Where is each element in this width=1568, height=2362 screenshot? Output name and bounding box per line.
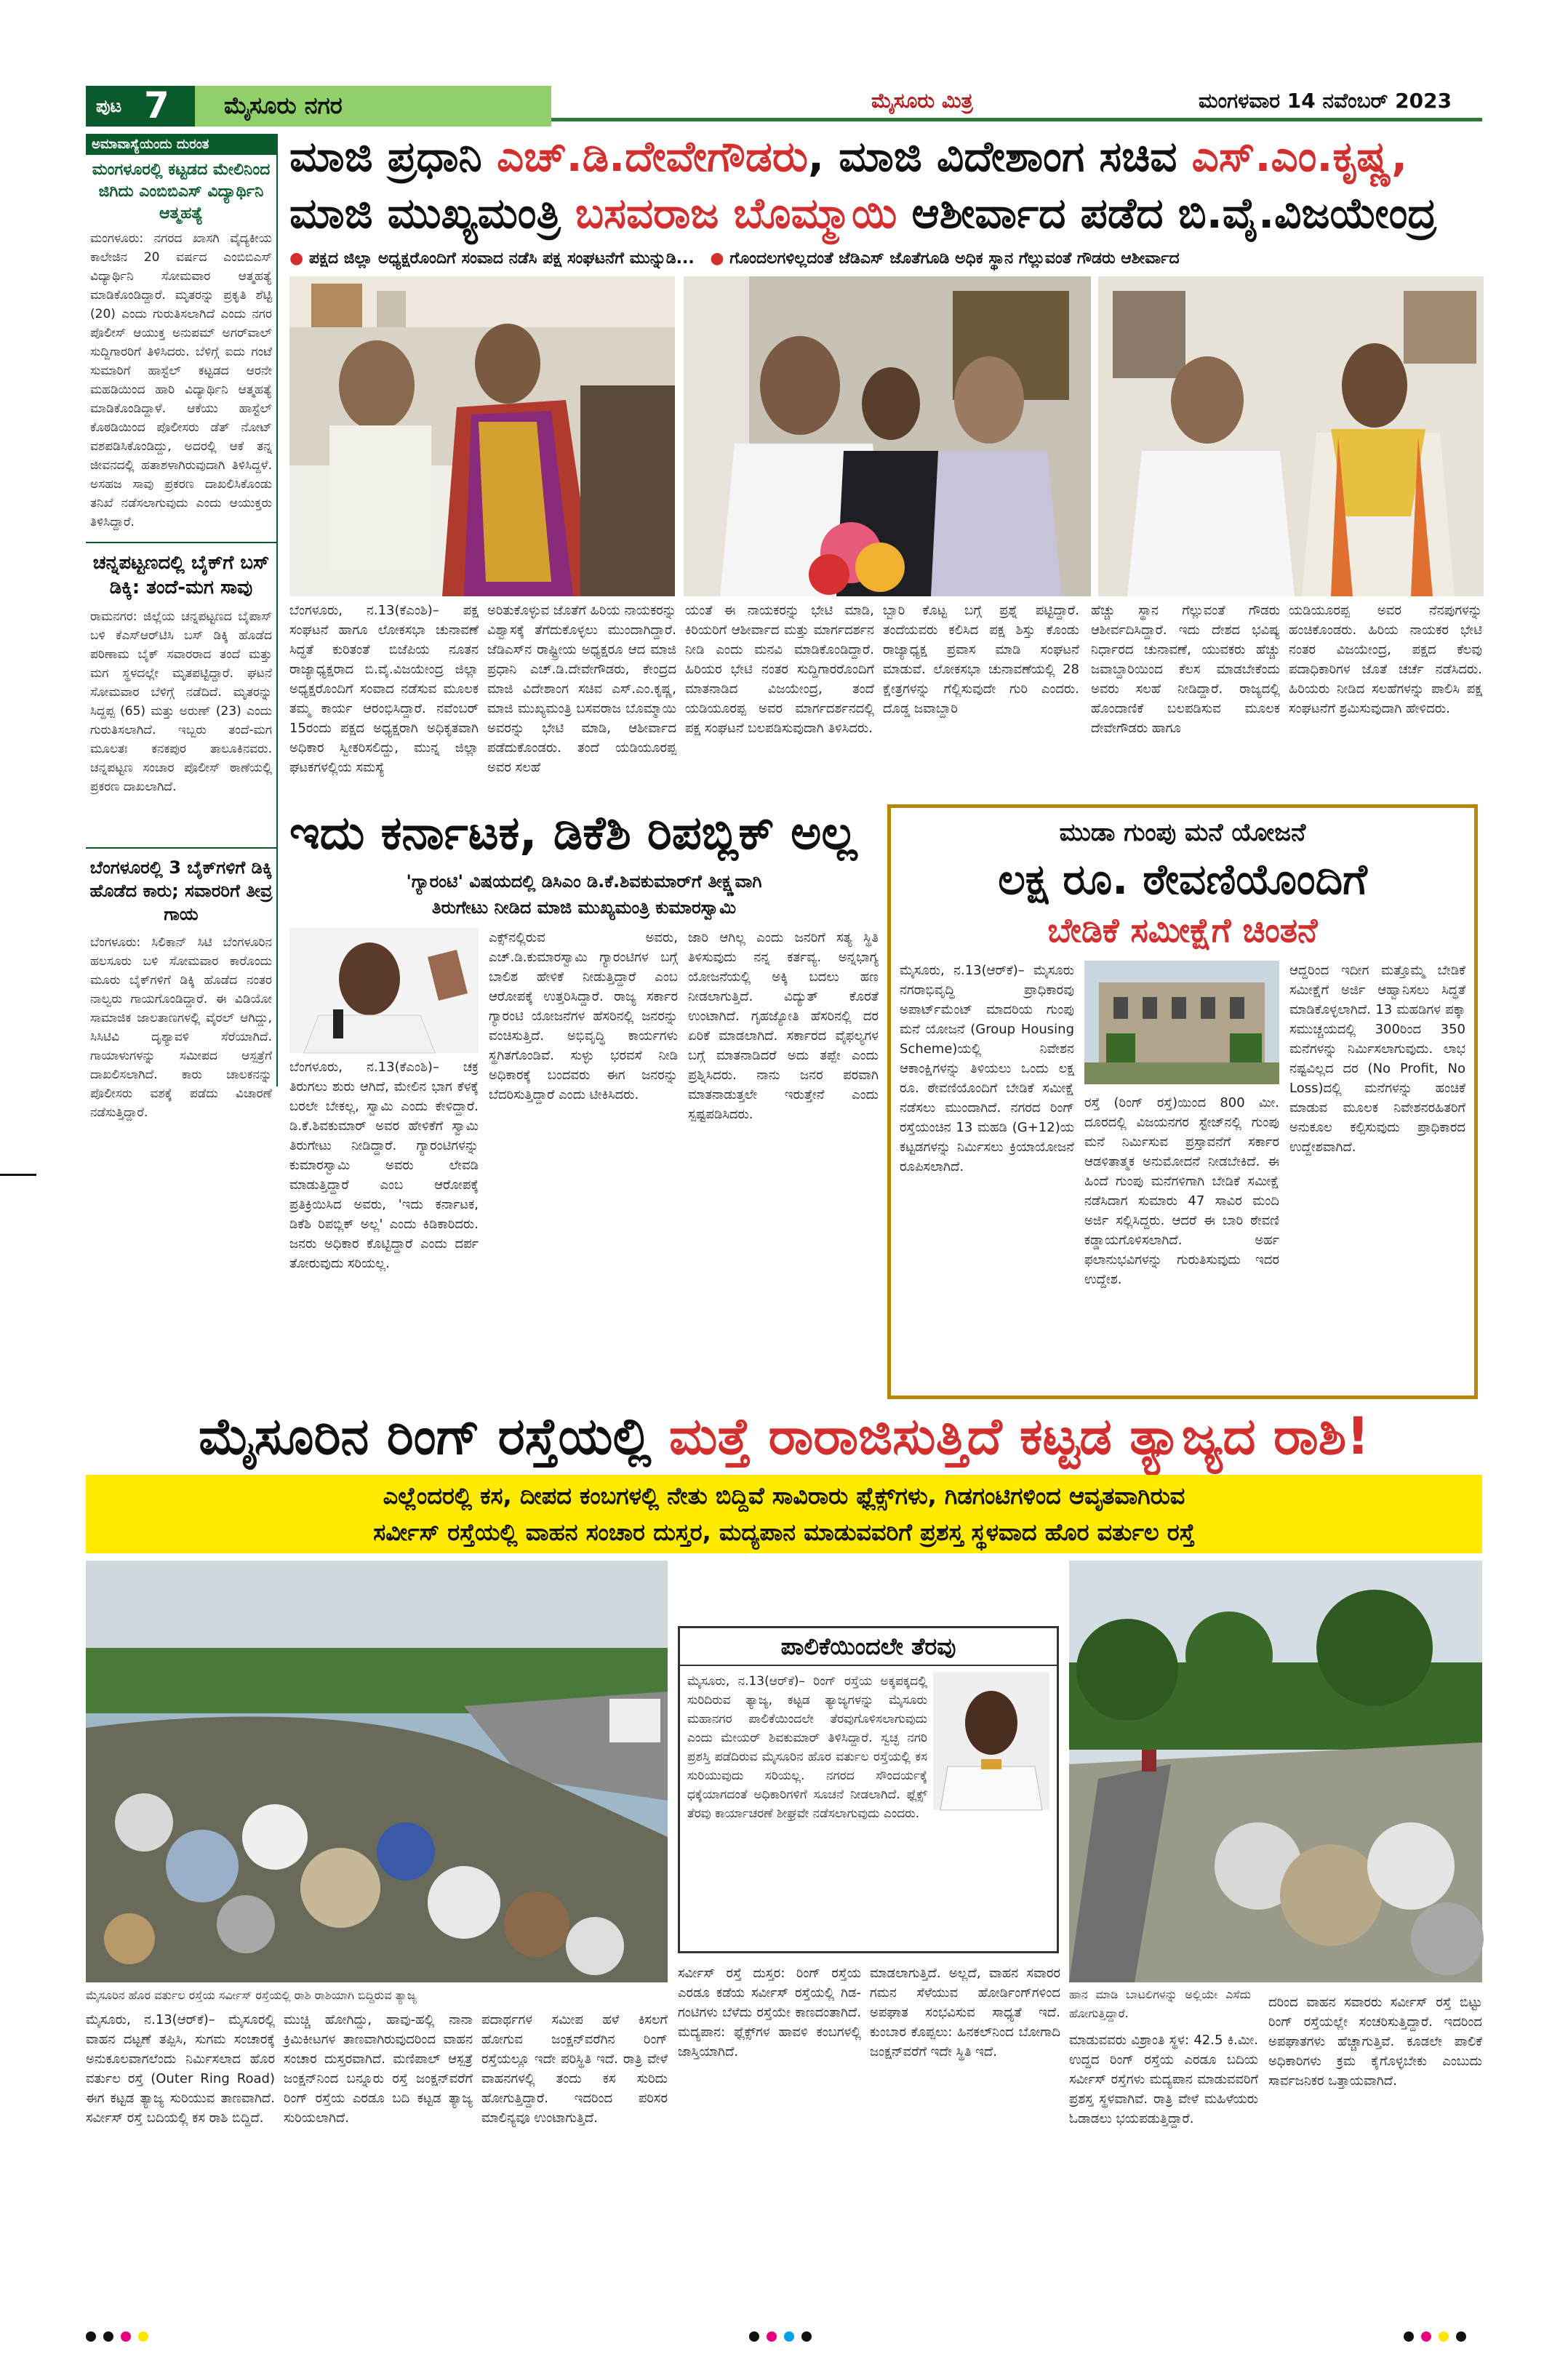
ring-col-5: ಮಾಡಲಾಗುತ್ತಿದೆ. ಅಲ್ಲದೆ, ವಾಹನ ಸವಾರರ ಗಮನ ಸೆಳೆಯುವ ಹೋರ್ಡಿಂಗ್‌ಗಳಿಂದ ಅಪಘಾತ ಸಂಭವಿಸುವ ಸಾಧ್ಯತೆ ಇದೆ. ಕುಂಬಾರ ಕೊಪ್ಪಲು: ಹಿನಕಲ್‌ನಿಂದ ಬೋಗಾದಿ ಜಂಕ್ಷನ್‌ವರೆಗೆ ಇದೇ ಸ್ಥಿತಿ ಇದೆ. <box>870 1966 1060 2059</box>
palike-box <box>678 1626 1059 1953</box>
ring-col-7: ದರಿಂದ ವಾಹನ ಸವಾರರು ಸರ್ವೀಸ್ ರಸ್ತೆ ಬಿಟ್ಟು ರಿಂಗ್ ರಸ್ತೆಯಲ್ಲೇ ಸಂಚರಿಸುತ್ತಿದ್ದಾರೆ. ಇದರಿಂದ ಅಪಘಾತಗಳು ಹೆಚ್ಚಾಗುತ್ತಿವೆ. ಕೂಡಲೇ ಪಾಲಿಕೆ ಅಧಿಕಾರಿಗಳು ಕ್ರಮ ಕೈಗೊಳ್ಳಬೇಕು ಎಂಬುದು ಸಾರ್ವಜನಿಕರ ಒತ್ತಾಯವಾಗಿದೆ. <box>1268 1995 1482 2089</box>
lead-headline-1a: ಮಾಜಿ ಪ್ರಧಾನಿ <box>289 132 482 181</box>
muda-kicker: ಮುಡಾ ಗುಂಪು ಮನೆ ಯೋಜನೆ <box>1059 818 1306 847</box>
lead-col-5: ಹೆಚ್ಚು ಸ್ಥಾನ ಗೆಲ್ಲುವಂತೆ ಗೌಡರು ಆಶೀರ್ವದಿಸಿದ್ದಾರೆ. ಇದು ದೇಶದ ಭವಿಷ್ಯ ನಿರ್ಧಾರದ ಚುನಾವಣೆ, ಯುವಕರು ಹೆಚ್ಚು ಜವಾಬ್ದಾರಿಯಿಂದ ಕೆಲಸ ಮಾಡಬೇಕೆಂದು ಅವರು ಸಲಹೆ ನೀಡಿದ್ದಾರೆ. ರಾಜ್ಯದಲ್ಲಿ ಹೊಂದಾಣಿಕೆ ಬಲಪಡಿಸುವ ಮೂಲಕ ದೇವೇಗೌಡರು ಹಾಗೂ <box>1091 603 1280 736</box>
section-name-bar <box>195 86 551 127</box>
section-name: ಮೈಸೂರು ನಗರ <box>224 92 343 119</box>
photo-kumaraswamy <box>289 928 479 1053</box>
muda-col-c: ಆದ್ದರಿಂದ ಇದೀಗ ಮತ್ತೊಮ್ಮೆ ಬೇಡಿಕೆ ಸಮೀಕ್ಷೆಗೆ ಅರ್ಜಿ ಆಹ್ವಾನಿಸಲು ಸಿದ್ಧತೆ ಮಾಡಿಕೊಳ್ಳಲಾಗಿದೆ. 13 ಮಹಡಿಗಳ ಪಕ್ಕಾ ಸಮುಚ್ಚಯದಲ್ಲಿ 300ರಿಂದ 350 ಮನೆಗಳನ್ನು ನಿರ್ಮಿಸಲಾಗುವುದು. ಲಾಭ ನಷ್ಟವಿಲ್ಲದ ದರ (No Profit, No Loss)ದಲ್ಲಿ ಮನೆಗಳನ್ನು ಹಂಚಿಕೆ ಮಾಡುವ ಮೂಲಕ ನಿವೇಶನರಹಿತರಿಗೆ ಅನುಕೂಲ ಕಲ್ಪಿಸುವುದು ಪ್ರಾಧಿಕಾರದ ಉದ್ದೇಶವಾಗಿದೆ. <box>1289 963 1465 1155</box>
bullet-icon: ● <box>710 249 724 268</box>
muda-col-b: ರಸ್ತೆ (ರಿಂಗ್ ರಸ್ತೆ)ಯಿಂದ 800 ಮೀ. ದೂರದಲ್ಲಿ ವಿಜಯನಗರ ಸ್ಟೇಜ್‌ನಲ್ಲಿ ಗುಂಪು ಮನೆ ನಿರ್ಮಿಸುವ ಪ್ರಸ್ತಾವನೆಗೆ ಸರ್ಕಾರ ಆಡಳಿತಾತ್ಮಕ ಅನುಮೋದನೆ ನೀಡಬೇಕಿದೆ. ಈ ಹಿಂದೆ ಗುಂಪು ಮನೆಗಳಿಗಾಗಿ ಬೇಡಿಕೆ ಸಮೀಕ್ಷೆ ನಡೆಸಿದಾಗ ಸುಮಾರು 47 ಸಾವಿರ ಮಂದಿ ಅರ್ಜಿ ಸಲ್ಲಿಸಿದ್ದರು. ಆದರೆ ಈ ಬಾರಿ ಠೇವಣಿ ಕಡ್ಡಾಯಗೊಳಿಸಲಾಗಿದೆ. ಅರ್ಹ ಫಲಾನುಭವಿಗಳನ್ನು ಗುರುತಿಸುವುದು ಇದರ ಉದ್ದೇಶ. <box>1084 1095 1279 1287</box>
lead-col-4: ಬ್ಬಾರಿ ಕೊಟ್ಟ ಬಗ್ಗೆ ಪ್ರಶ್ನೆ ಪಟ್ಟಿದ್ದಾರೆ. ತಂದೆಯವರು ಕಲಿಸಿದ ಪಕ್ಷ ಶಿಸ್ತು ಕೊಂಡು ರಾಜ್ಯಾಧ್ಯಕ್ಷ ಪ್ರವಾಸ ಮಾಡಿ ಸಂಘಟನೆ ಮಾಡುವೆ. ಲೋಕಸಭಾ ಚುನಾವಣೆಯಲ್ಲಿ 28 ಕ್ಷೇತ್ರಗಳನ್ನು ಗೆಲ್ಲಿಸುವುದೇ ಗುರಿ ಎಂದರು. ದೊಡ್ಡ ಜವಾಬ್ದಾರಿ <box>883 603 1079 716</box>
story2-subhead-2: ತಿರುಗೇಟು ನೀಡಿದ ಮಾಜಿ ಮುಖ್ಯಮಂತ್ರಿ ಕುಮಾರಸ್ವಾಮಿ <box>431 897 737 918</box>
lead-headline-line2 <box>289 188 1482 239</box>
lead-col-3: ಯಂತೆ ಈ ನಾಯಕರನ್ನು ಭೇಟಿ ಮಾಡಿ, ಕಿರಿಯರಿಗೆ ಆಶೀರ್ವಾದ ಮತ್ತು ಮಾರ್ಗದರ್ಶನ ನೀಡಿ ಎಂದು ಮನವಿ ಮಾಡಿಕೊಂಡಿದ್ದಾರೆ. ಹಿರಿಯರ ಭೇಟಿ ನಂತರ ಸುದ್ದಿಗಾರರೊಂದಿಗೆ ಮಾತನಾಡಿದ ವಿಜಯೇಂದ್ರ, ತಂದೆ ಯಡಿಯೂರಪ್ಪ ಅವರ ಮಾರ್ಗದರ್ಶನದಲ್ಲಿ ಪಕ್ಷ ಸಂಘಟನೆ ಬಲಪಡಿಸುವುದಾಗಿ ತಿಳಿಸಿದರು. <box>685 603 874 736</box>
sidebar-story3-headline: ಬೆಂಗಳೂರಲ್ಲಿ 3 ಬೈಕ್‌ಗಳಿಗೆ ಡಿಕ್ಕಿ ಹೊಡೆದ ಕಾರು; ಸವಾರರಿಗೆ ತೀವ್ರ ಗಾಯ <box>86 847 276 933</box>
story2-col-b: ಎಕ್ಸ್‌ನಲ್ಲಿರುವ ಅವರು, ಎಚ್.ಡಿ.ಕುಮಾರಸ್ವಾಮಿ ಗ್ಯಾರಂಟಿಗಳ ಬಗ್ಗೆ ಬಾಲಿಶ ಹೇಳಿಕೆ ನೀಡುತ್ತಿದ್ದಾರೆ ಎಂಬ ಆರೋಪಕ್ಕೆ ಉತ್ತರಿಸಿದ್ದಾರೆ. ರಾಜ್ಯ ಸರ್ಕಾರ ಗ್ಯಾರಂಟಿ ಯೋಜನೆಗಳ ಹೆಸರಿನಲ್ಲಿ ಜನರನ್ನು ವಂಚಿಸುತ್ತಿದೆ. ಅಭಿವೃದ್ಧಿ ಕಾರ್ಯಗಳು ಸ್ಥಗಿತಗೊಂಡಿವೆ. ಸುಳ್ಳು ಭರವಸೆ ನೀಡಿ ಅಧಿಕಾರಕ್ಕೆ ಬಂದವರು ಈಗ ಜನರನ್ನು ಬೆದರಿಸುತ್ತಿದ್ದಾರೆ ಎಂದು ಟೀಕಿಸಿದರು. <box>489 930 678 1102</box>
sidebar-story2-body: ರಾಮನಗರ: ಜಿಲ್ಲೆಯ ಚನ್ನಪಟ್ಟಣದ ಬೈಪಾಸ್ ಬಳಿ ಕೆಎಸ್ಆರ್‌ಟಿಸಿ ಬಸ್ ಡಿಕ್ಕಿ ಹೊಡೆದ ಪರಿಣಾಮ ಬೈಕ್ ಸವಾರರಾದ ತಂದೆ ಮತ್ತು ಮಗ ಸ್ಥಳದಲ್ಲೇ ಮೃತಪಟ್ಟಿದ್ದಾರೆ. ಘಟನೆ ಸೋಮವಾರ ಬೆಳಿಗ್ಗೆ ನಡೆದಿದೆ. ಮೃತರನ್ನು ಸಿದ್ದಪ್ಪ (65) ಮತ್ತು ಅರುಣ್ (23) ಎಂದು ಗುರುತಿಸಲಾಗಿದೆ. ಇಬ್ಬರು ತಂದೆ-ಮಗ ಮೂಲತಃ ಕನಕಪುರ ತಾಲೂಕಿನವರು. ಚನ್ನಪಟ್ಟಣ ಸಂಚಾರ ಪೊಲೀಸ್ ಠಾಣೆಯಲ್ಲಿ ಪ್ರಕರಣ ದಾಖಲಾಗಿದೆ. <box>90 609 272 794</box>
lead-col-6: ಯಡಿಯೂರಪ್ಪ ಅವರ ನೆನಪುಗಳನ್ನು ಹಂಚಿಕೊಂಡರು. ಹಿರಿಯ ನಾಯಕರ ಭೇಟಿ ನಂತರ ವಿಜಯೇಂದ್ರ, ಪಕ್ಷದ ಕೆಲವು ಪದಾಧಿಕಾರಿಗಳ ಜೊತೆ ಚರ್ಚೆ ನಡೆಸಿದರು. ಹಿರಿಯರು ನೀಡಿದ ಸಲಹೆಗಳನ್ನು ಪಾಲಿಸಿ ಪಕ್ಷ ಸಂಘಟನೆಗೆ ಶ್ರಮಿಸುವುದಾಗಿ ಹೇಳಿದರು. <box>1289 603 1482 716</box>
page-label: ಪುಟ <box>96 96 122 116</box>
page-number: 7 <box>144 84 169 127</box>
palike-box-title: ಪಾಲಿಕೆಯಿಂದಲೇ ತೆರವು <box>680 1628 1057 1666</box>
ring-col-4: ಸರ್ವೀಸ್ ರಸ್ತೆ ದುಸ್ತರ: ರಿಂಗ್ ರಸ್ತೆಯ ಎರಡೂ ಕಡೆಯ ಸರ್ವೀಸ್ ರಸ್ತೆಯಲ್ಲಿ ಗಿಡ-ಗಂಟಿಗಳು ಬೆಳೆದು ರಸ್ತೆಯೇ ಕಾಣದಂತಾಗಿದೆ. ಮದ್ಯಪಾನ: ಫ್ಲೆಕ್ಸ್‌ಗಳ ಹಾವಳಿ ಕಂಬಗಳಲ್ಲಿ ಜಾಸ್ತಿಯಾಗಿದೆ. <box>678 1966 861 2059</box>
lead-kicker-1: ಪಕ್ಷದ ಜಿಲ್ಲಾ ಅಧ್ಯಕ್ಷರೊಂದಿಗೆ ಸಂವಾದ ನಡೆಸಿ ಪಕ್ಷ ಸಂಘಟನೆಗೆ ಮುನ್ನುಡಿ... <box>308 249 695 268</box>
caption-service-road: ಹಾನ ಮಾಡಿ ಬಾಟಲಿಗಳನ್ನು ಅಲ್ಲಿಯೇ ಎಸೆದು ಹೋಗುತ್ತಿದ್ದಾರೆ. <box>1069 1987 1251 2020</box>
sidebar-story1-body: ಮಂಗಳೂರು: ನಗರದ ಖಾಸಗಿ ವೈದ್ಯಕೀಯ ಕಾಲೇಜಿನ 20 ವರ್ಷದ ಎಂಬಿಬಿಎಸ್ ವಿದ್ಯಾರ್ಥಿನಿ ಸೋಮವಾರ ಆತ್ಮಹತ್ಯೆ ಮಾಡಿಕೊಂಡಿದ್ದಾರೆ. ಮೃತರನ್ನು ಪ್ರಕೃತಿ ಶೆಟ್ಟಿ (20) ಎಂದು ಗುರುತಿಸಲಾಗಿದೆ ಎಂದು ನಗರ ಪೊಲೀಸ್ ಆಯುಕ್ತ ಅನುಪಮ್ ಅಗರ್‌ವಾಲ್ ಸುದ್ದಿಗಾರರಿಗೆ ತಿಳಿಸಿದರು. ಬೆಳಿಗ್ಗೆ ಐದು ಗಂಟೆ ಸುಮಾರಿಗೆ ಹಾಸ್ಟೆಲ್ ಕಟ್ಟಡದ ಆರನೇ ಮಹಡಿಯಿಂದ ಹಾರಿ ವಿದ್ಯಾರ್ಥಿನಿ ಆತ್ಮಹತ್ಯೆ ಮಾಡಿಕೊಂಡಿದ್ದಾಳೆ. ಆಕೆಯು ಹಾಸ್ಟೆಲ್ ಕೊಠಡಿಯಿಂದ ಪೊಲೀಸರು ಡೆತ್ ನೋಟ್ ವಶಪಡಿಸಿಕೊಂಡಿದ್ದು, ಅದರಲ್ಲಿ ಆಕೆ ತನ್ನ ಜೀವನದಲ್ಲಿ ಹತಾಶಳಾಗಿರುವುದಾಗಿ ತಿಳಿಸಿದ್ದಳೆ. ಅಸಹಜ ಸಾವು ಪ್ರಕರಣ ದಾಖಲಿಸಿಕೊಂಡು ತನಿಖೆ ನಡೆಸಲಾಗುವುದು ಎಂದು ಆಯುಕ್ತರು ತಿಳಿಸಿದ್ದಾರೆ. <box>90 231 272 529</box>
lead-kickers <box>289 247 1482 271</box>
banner-headline-b: ಮತ್ತೆ ರಾರಾಜಿಸುತ್ತಿದೆ ಕಟ್ಟಡ ತ್ಯಾಜ್ಯದ ರಾಶಿ! <box>668 1406 1370 1466</box>
issue-date: ಮಂಗಳವಾರ 14 ನವೆಂಬರ್ 2023 <box>1199 89 1452 113</box>
lead-headline-2b: ಬಸವರಾಜ ಬೊಮ್ಮಾಯಿ <box>575 188 897 238</box>
ring-col-2: ಮುಚ್ಚಿ ಹೋಗಿದ್ದು, ಹಾವು-ಹಲ್ಲಿ ನಾನಾ ಕ್ರಿಮಿಕೀಟಗಳ ತಾಣವಾಗಿರುವುದರಿಂದ ವಾಹನ ಸಂಚಾರ ದುಸ್ತರವಾಗಿದೆ. ಮಣಿಪಾಲ್ ಆಸ್ಪತ್ರೆ ಜಂಕ್ಷನ್‌ನಿಂದ ಬನ್ನೂರು ರಸ್ತೆ ಜಂಕ್ಷನ್‌ವರೆಗೆ ರಿಂಗ್ ರಸ್ತೆಯ ಎರಡೂ ಬದಿ ಕಟ್ಟಡ ತ್ಯಾಜ್ಯ ಸುರಿಯಲಾಗಿದೆ. <box>284 2012 473 2126</box>
masthead: ಮೈಸೂರು ಮಿತ್ರ <box>871 89 973 113</box>
lead-headline-2c: ಆಶೀರ್ವಾದ ಪಡೆದ ಬಿ.ವೈ.ವಿಜಯೇಂದ್ರ <box>911 188 1437 238</box>
photo-devegowda-vijayendra <box>289 276 675 596</box>
story2-headline: ಇದು ಕರ್ನಾಟಕ, ಡಿಕೆಶಿ ರಿಪಬ್ಲಿಕ್ ಅಲ್ಲ <box>289 806 857 860</box>
photo-mayor <box>933 1672 1049 1810</box>
lead-col-2: ಅರಿತುಕೊಳ್ಳುವ ಜೊತೆಗೆ ಹಿರಿಯ ನಾಯಕರನ್ನು ವಿಶ್ವಾಸಕ್ಕೆ ತೆಗೆದುಕೊಳ್ಳಲು ಮುಂದಾಗಿದ್ದಾರೆ. ಜೆಡಿಎಸ್‌ನ ರಾಷ್ಟ್ರೀಯ ಅಧ್ಯಕ್ಷರೂ ಆದ ಮಾಜಿ ಪ್ರಧಾನಿ ಎಚ್.ಡಿ.ದೇವೇಗೌಡರು, ಕೇಂದ್ರದ ಮಾಜಿ ವಿದೇಶಾಂಗ ಸಚಿವ ಎಸ್.ಎಂ.ಕೃಷ್ಣ, ಮಾಜಿ ಮುಖ್ಯಮಂತ್ರಿ ಬಸವರಾಜ ಬೊಮ್ಮಾಯಿ ಅವರನ್ನು ಭೇಟಿ ಮಾಡಿ, ಆಶೀರ್ವಾದ ಪಡೆದುಕೊಂಡರು. ತಂದೆ ಯಡಿಯೂರಪ್ಪ ಅವರ ಸಲಹೆ <box>487 603 676 775</box>
muda-headline: ಲಕ್ಷ ರೂ. ಠೇವಣಿಯೊಂದಿಗೆ <box>998 854 1367 904</box>
banner-strap-line1: ಎಲ್ಲೆಂದರಲ್ಲಿ ಕಸ, ದೀಪದ ಕಂಬಗಳಲ್ಲಿ ನೇತು ಬಿದ್ದಿವೆ ಸಾವಿರಾರು ಫ್ಲೆಕ್ಸ್‌ಗಳು, ಗಿಡಗಂಟಿಗಳಿಂದ ಆವೃತವಾಗಿರುವ <box>383 1482 1185 1510</box>
lead-headline-1b: ಎಚ್.ಡಿ.ದೇವೇಗೌಡರು <box>496 132 808 181</box>
lead-kicker-2: ಗೊಂದಲಗಳಿಲ್ಲದಂತೆ ಜೆಡಿಎಸ್ ಜೊತೆಗೂಡಿ ಅಧಿಕ ಸ್ಥಾನ ಗೆಲ್ಲುವಂತೆ ಗೌಡರು ಆಶೀರ್ವಾದ <box>729 249 1180 268</box>
caption-garbage-left: ಮೈಸೂರಿನ ಹೊರ ವರ್ತುಲ ರಸ್ತೆಯ ಸರ್ವೀಸ್ ರಸ್ತೆಯಲ್ಲಿ ರಾಶಿ ರಾಶಿಯಾಗಿ ಬಿದ್ದಿರುವ ತ್ಯಾಜ್ಯ <box>86 1988 417 2002</box>
photo-bommai-vijayendra <box>1098 276 1484 596</box>
photo-krishna-vijayendra <box>684 276 1091 596</box>
lead-headline-1d: ಎಸ್.ಎಂ.ಕೃಷ್ಣ, <box>1191 132 1408 181</box>
registration-marks-right <box>1404 2331 1476 2346</box>
muda-col-a: ಮೈಸೂರು, ನ.13(ಆರ್‌ಕೆ)– ಮೈಸೂರು ನಗರಾಭಿವೃದ್ಧಿ ಪ್ರಾಧಿಕಾರವು ಅಪಾರ್ಟ್‌ಮೆಂಟ್ ಮಾದರಿಯ ಗುಂಪು ಮನೆ ಯೋಜನೆ (Group Housing Scheme)ಯಲ್ಲಿ ನಿವೇಶನ ಆಕಾಂಕ್ಷಿಗಳನ್ನು ತಿಳಿಯಲು ಒಂದು ಲಕ್ಷ ರೂ. ಠೇವಣಿಯೊಂದಿಗೆ ಬೇಡಿಕೆ ಸಮೀಕ್ಷೆ ನಡೆಸಲು ಮುಂದಾಗಿದೆ. ನಗರದ ರಿಂಗ್ ರಸ್ತೆಯಂಚಿನ 13 ಮಹಡಿ (G+12)ಯ ಕಟ್ಟಡಗಳನ್ನು ನಿರ್ಮಿಸಲು ಕ್ರಿಯಾಯೋಜನೆ ರೂಪಿಸಲಾಗಿದೆ. <box>900 963 1074 1174</box>
sidebar-story1-headline: ಮಂಗಳೂರಲ್ಲಿ ಕಟ್ಟಡದ ಮೇಲಿನಿಂದ ಜಿಗಿದು ಎಂಬಿಬಿಎಸ್ ವಿದ್ಯಾರ್ಥಿನಿ ಆತ್ಮಹತ್ಯೆ <box>92 161 271 223</box>
muda-headline-2: ಬೇಡಿಕೆ ಸಮೀಕ್ಷೆಗೆ ಚಿಂತನೆ <box>1047 910 1318 950</box>
banner-strap-line2: ಸರ್ವೀಸ್ ರಸ್ತೆಯಲ್ಲಿ ವಾಹನ ಸಂಚಾರ ದುಸ್ತರ, ಮದ್ಯಪಾನ ಮಾಡುವವರಿಗೆ ಪ್ರಶಸ್ತ ಸ್ಥಳವಾದ ಹೊರ ವರ್ತುಲ ರಸ್ತೆ <box>373 1518 1195 1546</box>
story2-subhead-1: 'ಗ್ಯಾರಂಟಿ' ವಿಷಯದಲ್ಲಿ ಡಿಸಿಎಂ ಡಿ.ಕೆ.ಶಿವಕುಮಾರ್‌ಗೆ ತೀಕ್ಷ್ಣವಾಗಿ <box>406 871 762 892</box>
registration-marks-center <box>749 2331 822 2346</box>
page-number-box <box>86 86 195 127</box>
muda-box <box>887 804 1478 1399</box>
bullet-icon: ● <box>289 249 304 268</box>
lead-col-1: ಬೆಂಗಳೂರು, ನ.13(ಕೆಎಂಶಿ)– ಪಕ್ಷ ಸಂಘಟನೆ ಹಾಗೂ ಲೋಕಸಭಾ ಚುನಾವಣೆ ಸಿದ್ಧತೆ ಕುರಿತಂತೆ ಬಿಜೆಪಿಯ ನೂತನ ರಾಜ್ಯಾಧ್ಯಕ್ಷರಾದ ಬಿ.ವೈ.ವಿಜಯೇಂದ್ರ ಜಿಲ್ಲಾ ಅಧ್ಯಕ್ಷರೊಂದಿಗೆ ಸಂವಾದ ನಡೆಸುವ ಮೂಲಕ ತಮ್ಮ ಕಾರ್ಯ ಆರಂಭಿಸಿದ್ದಾರೆ. ನವೆಂಬರ್ 15ರಂದು ಪಕ್ಷದ ಅಧ್ಯಕ್ಷರಾಗಿ ಅಧಿಕೃತವಾಗಿ ಅಧಿಕಾರ ಸ್ವೀಕರಿಸಲಿದ್ದು, ಮುನ್ನ ಜಿಲ್ಲಾ ಘಟಕಗಳಲ್ಲಿಯ ಸಮಸ್ಯೆ <box>289 603 479 775</box>
story2-col-a: ಬೆಂಗಳೂರು, ನ.13(ಕೆಎಂಶಿ)– ಚಕ್ರ ತಿರುಗಲು ಶುರು ಆಗಿದೆ, ಮೇಲಿನ ಭಾಗ ಕೆಳಕ್ಕೆ ಬರಲೇ ಬೇಕಲ್ಲ, ಸ್ವಾಮಿ ಎಂದು ಕೇಳಿದ್ದಾರೆ. ಡಿ.ಕೆ.ಶಿವಕುಮಾರ್ ಅವರ ಹೇಳಿಕೆಗೆ ಸ್ವಾಮಿ ತಿರುಗೇಟು ನೀಡಿದ್ದಾರೆ. ಗ್ಯಾರಂಟಿಗಳನ್ನು ಕುಮಾರಸ್ವಾಮಿ ಅವರು ಲೇವಡಿ ಮಾಡುತ್ತಿದ್ದಾರೆ ಎಂಬ ಆರೋಪಕ್ಕೆ ಪ್ರತಿಕ್ರಿಯಿಸಿದ ಅವರು, 'ಇದು ಕರ್ನಾಟಕ, ಡಿಕೆಶಿ ರಿಪಬ್ಲಿಕ್ ಅಲ್ಲ' ಎಂದು ಕಿಡಿಕಾರಿದರು. ಜನರು ಅಧಿಕಾರ ಕೊಟ್ಟಿದ್ದಾರೆ ಎಂದು ದರ್ಪ ತೋರುವುದು ಸರಿಯಲ್ಲ. <box>289 1060 479 1271</box>
photo-muda-building <box>1084 961 1279 1084</box>
page-header <box>86 86 1482 127</box>
banner-headline-a: ಮೈಸೂರಿನ ರಿಂಗ್ ರಸ್ತೆಯಲ್ಲಿ <box>198 1406 652 1466</box>
ring-col-6: ಮಾಡುವವರು ವಿಶ್ರಾಂತಿ ಸ್ಥಳ: 42.5 ಕಿ.ಮೀ. ಉದ್ದದ ರಿಂಗ್ ರಸ್ತೆಯ ಎರಡೂ ಬದಿಯ ಸರ್ವೀಸ್ ರಸ್ತೆಗಳು ಮದ್ಯಪಾನ ಮಾಡುವವರಿಗೆ ಪ್ರಶಸ್ತ ಸ್ಥಳವಾಗಿವೆ. ರಾತ್ರಿ ವೇಳೆ ಮಹಿಳೆಯರು ಓಡಾಡಲು ಭಯಪಡುತ್ತಿದ್ದಾರೆ. <box>1069 2033 1258 2126</box>
photo-garbage-heap <box>86 1561 668 1982</box>
banner-headline <box>86 1404 1482 1469</box>
palike-box-body: ಮೈಸೂರು, ನ.13(ಆರ್‌ಕೆ)– ರಿಂಗ್ ರಸ್ತೆಯ ಅಕ್ಕಪಕ್ಕದಲ್ಲಿ ಸುರಿದಿರುವ ತ್ಯಾಜ್ಯ, ಕಟ್ಟಡ ತ್ಯಾಜ್ಯಗಳನ್ನು ಮೈಸೂರು ಮಹಾನಗರ ಪಾಲಿಕೆಯಿಂದಲೇ ತೆರವುಗೊಳಿಸಲಾಗುವುದು ಎಂದು ಮೇಯರ್ ಶಿವಕುಮಾರ್ ತಿಳಿಸಿದ್ದಾರೆ. ಸ್ವಚ್ಛ ನಗರಿ ಪ್ರಶಸ್ತಿ ಪಡೆದಿರುವ ಮೈಸೂರಿನ ಹೊರ ವರ್ತುಲ ರಸ್ತೆಯಲ್ಲಿ ಕಸ ಸುರಿಯುವುದು ಸರಿಯಲ್ಲ. ನಗರದ ಸೌಂದರ್ಯಕ್ಕೆ ಧಕ್ಕೆಯಾಗದಂತೆ ಅಧಿಕಾರಿಗಳಿಗೆ ಸೂಚನೆ ನೀಡಲಾಗಿದೆ. ಫ್ಲೆಕ್ಸ್ ತೆರವು ಕಾರ್ಯಾಚರಣೆ ಶೀಘ್ರವೇ ನಡೆಸಲಾಗುವುದು ಎಂದರು. <box>687 1674 927 1821</box>
lead-headline-2a: ಮಾಜಿ ಮುಖ್ಯಮಂತ್ರಿ <box>289 188 561 238</box>
sidebar <box>86 134 278 1120</box>
margin-tick <box>0 1174 36 1176</box>
sidebar-story2-headline: ಚನ್ನಪಟ್ಟಣದಲ್ಲಿ ಬೈಕ್‌ಗೆ ಬಸ್ ಡಿಕ್ಕಿ: ತಂದೆ-ಮಗ ಸಾವು <box>86 542 276 607</box>
sidebar-story3-body: ಬೆಂಗಳೂರು: ಸಿಲಿಕಾನ್ ಸಿಟಿ ಬೆಂಗಳೂರಿನ ಹಲಸೂರು ಬಳಿ ಸೋಮವಾರ ಕಾರೊಂದು ಮೂರು ಬೈಕ್‌ಗಳಿಗೆ ಡಿಕ್ಕಿ ಹೊಡೆದ ನಂತರ ನಾಲ್ವರು ಗಾಯಗೊಂಡಿದ್ದಾರೆ. ಈ ವಿಡಿಯೋ ಸಾಮಾಜಿಕ ಜಾಲತಾಣಗಳಲ್ಲಿ ವೈರಲ್ ಆಗಿದ್ದು, ಸಿಸಿಟಿವಿ ದೃಶ್ಯಾವಳಿ ಸೆರೆಯಾಗಿದೆ. ಗಾಯಾಳುಗಳನ್ನು ಸಮೀಪದ ಆಸ್ಪತ್ರೆಗೆ ದಾಖಲಿಸಲಾಗಿದೆ. ಕಾರು ಚಾಲಕನನ್ನು ಪೊಲೀಸರು ವಶಕ್ಕೆ ಪಡೆದು ವಿಚಾರಣೆ ನಡೆಸುತ್ತಿದ್ದಾರೆ. <box>90 935 272 1120</box>
photo-service-road <box>1069 1561 1482 1982</box>
header-rule <box>551 118 1482 121</box>
registration-marks-left <box>86 2331 159 2346</box>
ring-col-1: ಮೈಸೂರು, ನ.13(ಆರ್‌ಕೆ)– ಮೈಸೂರಲ್ಲಿ ವಾಹನ ದಟ್ಟಣೆ ತಪ್ಪಿಸಿ, ಸುಗಮ ಸಂಚಾರಕ್ಕೆ ಅನುಕೂಲವಾಗಲೆಂದು ನಿರ್ಮಿಸಲಾದ ಹೊರ ವರ್ತುಲ ರಸ್ತೆ (Outer Ring Road) ಈಗ ಕಟ್ಟಡ ತ್ಯಾಜ್ಯ ಸುರಿಯುವ ತಾಣವಾಗಿದೆ. ಸರ್ವೀಸ್ ರಸ್ತೆ ಬದಿಯಲ್ಲಿ ಕಸ ರಾಶಿ ಬಿದ್ದಿದೆ. <box>86 2012 275 2126</box>
story2-col-c: ಜಾರಿ ಆಗಿಲ್ಲ ಎಂದು ಜನರಿಗೆ ಸತ್ಯ ಸ್ಥಿತಿ ತಿಳಿಸುವುದು ನನ್ನ ಕರ್ತವ್ಯ. ಅನ್ನಭಾಗ್ಯ ಯೋಜನೆಯಲ್ಲಿ ಅಕ್ಕಿ ಬದಲು ಹಣ ನೀಡಲಾಗುತ್ತಿದೆ. ವಿದ್ಯುತ್ ಕೊರತೆ ಉಂಟಾಗಿದೆ. ಗೃಹಜ್ಯೋತಿ ಹೆಸರಿನಲ್ಲಿ ದರ ಏರಿಕೆ ಮಾಡಲಾಗಿದೆ. ಸರ್ಕಾರದ ವೈಫಲ್ಯಗಳ ಬಗ್ಗೆ ಮಾತನಾಡಿದರೆ ಅದು ತಪ್ಪೇ ಎಂದು ಪ್ರಶ್ನಿಸಿದರು. ನಾನು ಜನರ ಪರವಾಗಿ ಮಾತನಾಡುತ್ತಲೇ ಇರುತ್ತೇನೆ ಎಂದು ಸ್ಪಷ್ಟಪಡಿಸಿದರು. <box>688 930 879 1122</box>
sidebar-tag: ಅಮಾವಾಸ್ಯೆಯಂದು ದುರಂತ <box>86 134 276 155</box>
lead-headline-line1 <box>289 131 1482 182</box>
banner-strap <box>86 1475 1482 1553</box>
ring-col-3: ಪದಾರ್ಥಗಳ ಸಮೀಪ ಹಳೆ ಕಿಸಲಗೆ ಹೋಗುವ ಜಂಕ್ಷನ್‌ವರೆಗಿನ ರಿಂಗ್ ರಸ್ತೆಯಲ್ಲೂ ಇದೇ ಪರಿಸ್ಥಿತಿ ಇದೆ. ರಾತ್ರಿ ವೇಳೆ ವಾಹನಗಳಲ್ಲಿ ತಂದು ಕಸ ಸುರಿದು ಹೋಗುತ್ತಿದ್ದಾರೆ. ಇದರಿಂದ ಪರಿಸರ ಮಾಲಿನ್ಯವೂ ಉಂಟಾಗುತ್ತಿದೆ. <box>481 2012 668 2126</box>
lead-headline-1c: , ಮಾಜಿ ವಿದೇಶಾಂಗ ಸಚಿವ <box>807 132 1177 181</box>
